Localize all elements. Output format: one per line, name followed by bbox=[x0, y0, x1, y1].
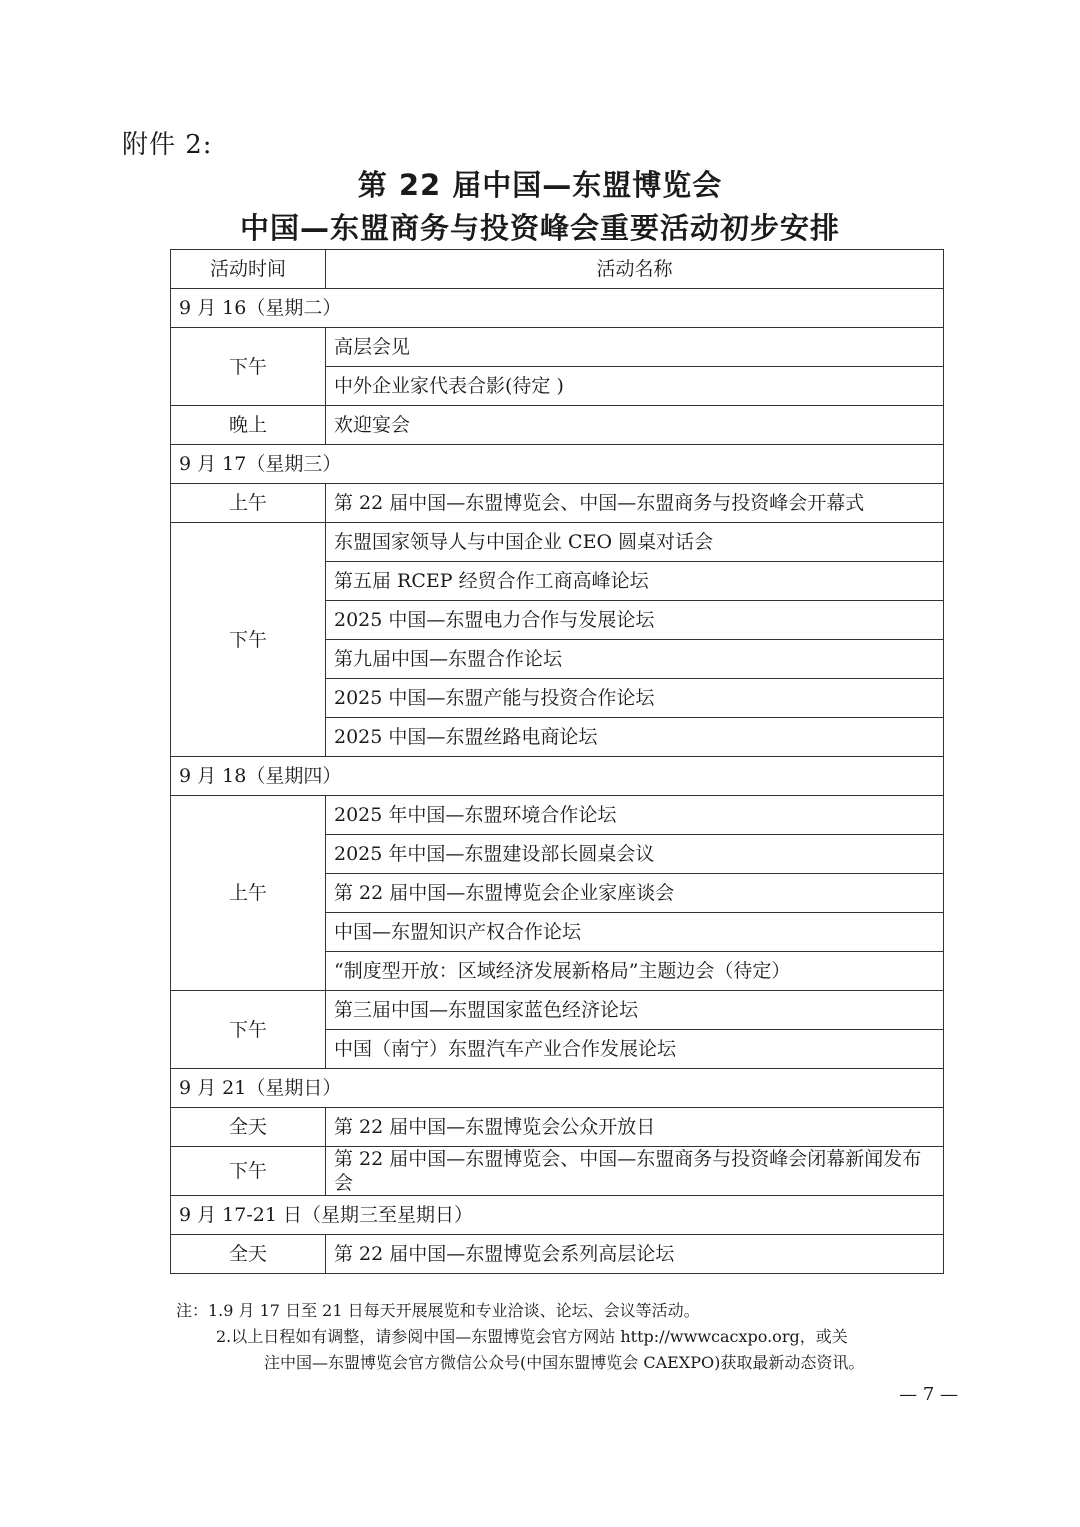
event-cell: 第五届 RCEP 经贸合作工商高峰论坛 bbox=[326, 562, 944, 601]
day-heading: 9 月 21（星期日） bbox=[171, 1069, 944, 1108]
note-1: 注：1.9 月 17 日至 21 日每天开展展览和专业洽谈、论坛、会议等活动。 bbox=[176, 1301, 700, 1320]
table-row bbox=[171, 1235, 944, 1274]
event-cell: 高层会见 bbox=[326, 328, 944, 367]
time-cell: 下午 bbox=[171, 523, 326, 757]
document-subtitle: 中国—东盟商务与投资峰会重要活动初步安排 bbox=[239, 211, 840, 245]
event-cell: 第 22 届中国—东盟博览会公众开放日 bbox=[326, 1108, 944, 1147]
event-cell: 2025 中国—东盟产能与投资合作论坛 bbox=[326, 679, 944, 718]
day-row bbox=[171, 1069, 944, 1108]
event-cell: 东盟国家领导人与中国企业 CEO 圆桌对话会 bbox=[326, 523, 944, 562]
day-row bbox=[171, 445, 944, 484]
time-cell: 上午 bbox=[171, 484, 326, 523]
time-cell: 全天 bbox=[171, 1235, 326, 1274]
day-heading: 9 月 18（星期四） bbox=[171, 757, 944, 796]
table-row bbox=[171, 328, 944, 367]
table-row bbox=[171, 523, 944, 562]
event-cell: “制度型开放：区域经济发展新格局”主题边会（待定） bbox=[326, 952, 944, 991]
event-cell: 中国—东盟知识产权合作论坛 bbox=[326, 913, 944, 952]
time-cell: 下午 bbox=[171, 991, 326, 1069]
event-cell: 第 22 届中国—东盟博览会系列高层论坛 bbox=[326, 1235, 944, 1274]
note-2: 2.以上日程如有调整，请参阅中国—东盟博览会官方网站 http://wwwcacxpo.org，或关 bbox=[216, 1327, 848, 1346]
event-cell: 2025 中国—东盟电力合作与发展论坛 bbox=[326, 601, 944, 640]
day-heading: 9 月 17（星期三） bbox=[171, 445, 944, 484]
table-row bbox=[171, 796, 944, 835]
day-row bbox=[171, 1196, 944, 1235]
table-row bbox=[171, 1147, 944, 1196]
event-cell: 中外企业家代表合影(待定 ) bbox=[326, 367, 944, 406]
table-row bbox=[171, 406, 944, 445]
time-cell: 全天 bbox=[171, 1108, 326, 1147]
table-header-row bbox=[171, 250, 944, 289]
attachment-label: 附件 2: bbox=[122, 130, 213, 160]
page-number: — 7 — bbox=[899, 1384, 958, 1405]
table-row bbox=[171, 991, 944, 1030]
document-title: 第 22 届中国—东盟博览会 bbox=[357, 168, 723, 202]
note-2-cont: 注中国—东盟博览会官方微信公众号(中国东盟博览会 CAEXPO)获取最新动态资讯。 bbox=[264, 1353, 865, 1372]
event-cell: 第 22 届中国—东盟博览会企业家座谈会 bbox=[326, 874, 944, 913]
header-time: 活动时间 bbox=[171, 250, 326, 289]
event-cell: 2025 中国—东盟丝路电商论坛 bbox=[326, 718, 944, 757]
header-name: 活动名称 bbox=[326, 250, 944, 289]
event-cell: 欢迎宴会 bbox=[326, 406, 944, 445]
schedule-table bbox=[170, 249, 944, 1274]
day-heading: 9 月 16（星期二） bbox=[171, 289, 944, 328]
event-cell: 第九届中国—东盟合作论坛 bbox=[326, 640, 944, 679]
table-row bbox=[171, 1108, 944, 1147]
event-cell: 中国（南宁）东盟汽车产业合作发展论坛 bbox=[326, 1030, 944, 1069]
day-heading: 9 月 17-21 日（星期三至星期日） bbox=[171, 1196, 944, 1235]
day-row bbox=[171, 289, 944, 328]
event-cell: 第 22 届中国—东盟博览会、中国—东盟商务与投资峰会开幕式 bbox=[326, 484, 944, 523]
event-cell: 第三届中国—东盟国家蓝色经济论坛 bbox=[326, 991, 944, 1030]
event-cell: 2025 年中国—东盟建设部长圆桌会议 bbox=[326, 835, 944, 874]
day-row bbox=[171, 757, 944, 796]
time-cell: 下午 bbox=[171, 328, 326, 406]
time-cell: 晚上 bbox=[171, 406, 326, 445]
event-cell: 2025 年中国—东盟环境合作论坛 bbox=[326, 796, 944, 835]
notes bbox=[176, 1298, 966, 1376]
event-cell: 第 22 届中国—东盟博览会、中国—东盟商务与投资峰会闭幕新闻发布会 bbox=[326, 1147, 944, 1196]
time-cell: 下午 bbox=[171, 1147, 326, 1196]
table-row bbox=[171, 484, 944, 523]
time-cell: 上午 bbox=[171, 796, 326, 991]
